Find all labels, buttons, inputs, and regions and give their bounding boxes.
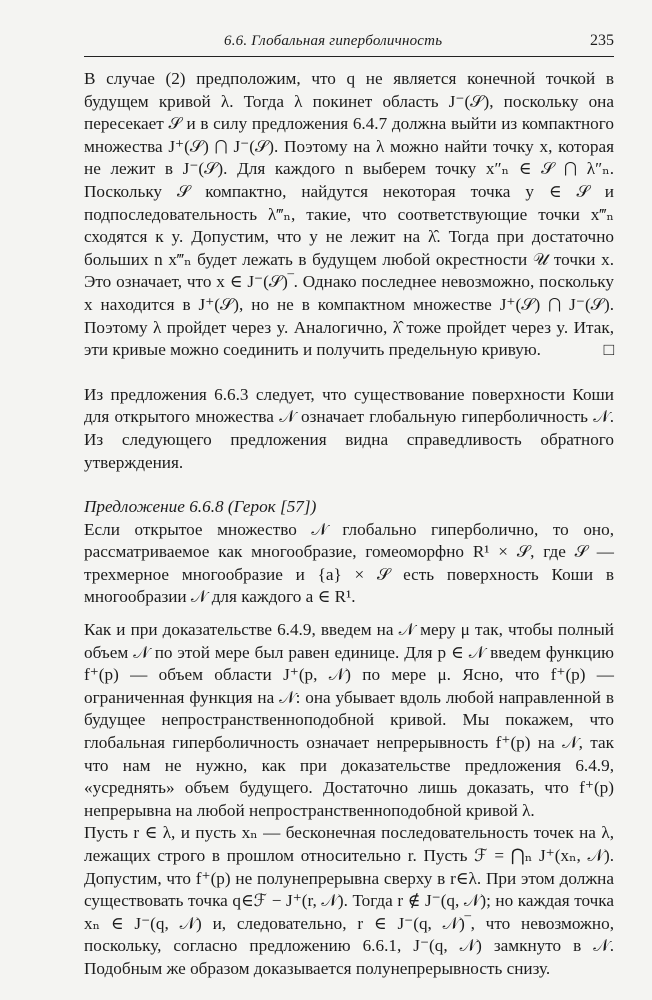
proposition-statement: Если открытое множество 𝒩 глобально гиперболично, то оно, рассматриваемое как многообразие, гомеоморфно R¹ × 𝒮, где 𝒮 — трехмерное многообразие и {a} × 𝒮 есть поверхность Коши в многообразии 𝒩 для каждого a ∈ R¹. xyxy=(84,519,614,607)
proposition-heading: Предложение 6.6.8 (Герок [57]) xyxy=(84,497,317,517)
qed-icon: □ xyxy=(603,340,614,360)
proof-continuation-paragraph: В случае (2) предположим, что q не является конечной точкой в будущем кривой λ. Тогда λ покинет область J⁻(𝒮), поскольку она пересекает 𝒮 и в силу предложения 6.4.7 должна выйти из компактного множества J⁺(𝒮) ⋂ J⁻(𝒮). Поэтому на λ можно найти точку x, которая не лежит в J⁻(𝒮). Для каждого n выберем точку x″ₙ ∈ 𝒮 ⋂ λ″ₙ. Поскольку 𝒮 компактно, найдутся некоторая точка y ∈ 𝒮 и подпоследовательность λ‴ₙ, такие, что соответствующие точки x‴ₙ сходятся к y. Допустим, что y не лежит на λ̂. Тогда при достаточно больших n x‴ₙ будет лежать в будущем любой окрестности 𝒰 точки x. Это означает, что x ∈ J⁻(𝒮)‾. Однако последнее невозможно, поскольку x находится в J⁺(𝒮), но не в компактном множестве J⁺(𝒮) ⋂ J⁻(𝒮). Поэтому λ пройдет через y. Аналогично, λ̂ тоже пройдет через y. Итак, эти кривые можно соединить и получить предельную кривую. □ xyxy=(84,68,614,362)
page-number: 235 xyxy=(590,32,614,49)
running-title: 6.6. Глобальная гиперболичность xyxy=(224,33,443,49)
proof-paragraph-2: Пусть r ∈ λ, и пусть xₙ — бесконечная последовательность точек на λ, лежащих строго в прошлом относительно r. Пусть ℱ = ⋂ₙ J⁺(xₙ, 𝒩). Допустим, что f⁺(p) не полунепрерывна сверху в r∈λ. При этом должна существовать точка q∈ℱ − J⁺(r, 𝒩). Тогда r ∉ J⁻(q, 𝒩); но каждая точка xₙ ∈ J⁻(q, 𝒩) и, следовательно, r ∈ J⁻(q, 𝒩)‾, что невозможно, поскольку, согласно предложению 6.6.1, J⁻(q, 𝒩) замкнуто в 𝒩. Подобным же образом доказывается полунепрерывность снизу. xyxy=(84,823,614,978)
page-header xyxy=(84,30,614,57)
page-body xyxy=(84,68,614,981)
remark-paragraph: Из предложения 6.6.3 следует, что существование поверхности Коши для открытого множества 𝒩 означает глобальную гиперболичность 𝒩. Из следующего предложения видна справедливость обратного утверждения. xyxy=(84,384,614,472)
proof-paragraph-1: Как и при доказательстве 6.4.9, введем на 𝒩 меру μ так, чтобы полный объем 𝒩 по этой мере был равен единице. Для p ∈ 𝒩 введем функцию f⁺(p) — объем области J⁺(p, 𝒩) по мере μ. Ясно, что f⁺(p) — ограниченная функция на 𝒩: она убывает вдоль любой направленной в будущее непространственноподобной кривой. Мы покажем, что глобальная гиперболичность означает непрерывность f⁺(p) на 𝒩, так что нам не нужно, как при доказательстве предложения 6.4.9, «усреднять» объем будущего. Достаточно лишь доказать, что f⁺(p) непрерывна на любой непространственноподобной кривой λ. xyxy=(84,620,614,820)
